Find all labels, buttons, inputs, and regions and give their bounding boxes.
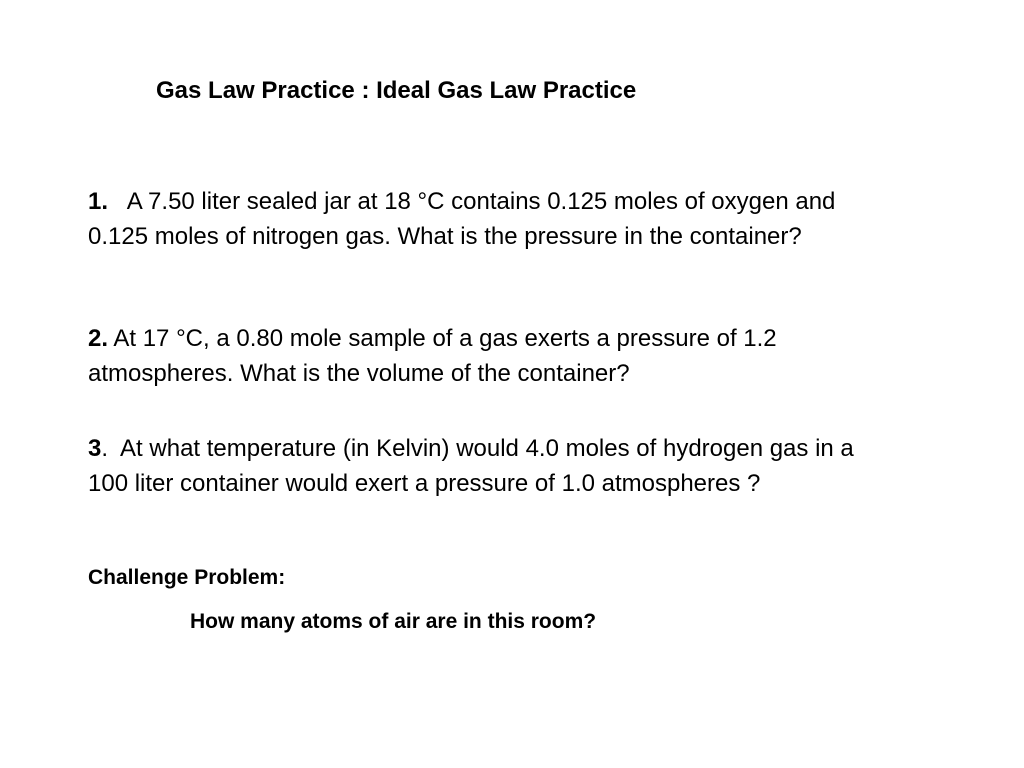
- problem-number: 3: [88, 435, 102, 462]
- problem-number: 2.: [88, 325, 109, 352]
- problem-3: [88, 432, 868, 501]
- page-title: Gas Law Practice : Ideal Gas Law Practice: [156, 77, 637, 104]
- problem-1: [88, 185, 868, 254]
- challenge-heading: Challenge Problem:: [88, 566, 286, 589]
- problem-number: 1.: [88, 188, 109, 215]
- problem-2: [88, 322, 868, 391]
- problem-text: At what temperature (in Kelvin) would 4.0 moles of hydrogen gas in a 100 liter container would exert a pressure of 1.0 atmospheres ?: [88, 435, 854, 497]
- challenge-question: How many atoms of air are in this room?: [190, 610, 597, 633]
- problem-separator: [108, 188, 127, 215]
- problem-text: A 7.50 liter sealed jar at 18 °C contains 0.125 moles of oxygen and 0.125 moles of nitrogen gas. What is the pressure in the container?: [88, 188, 836, 250]
- problem-separator: .: [101, 435, 121, 462]
- problem-text: At 17 °C, a 0.80 mole sample of a gas exerts a pressure of 1.2 atmospheres. What is the volume of the container?: [88, 325, 777, 387]
